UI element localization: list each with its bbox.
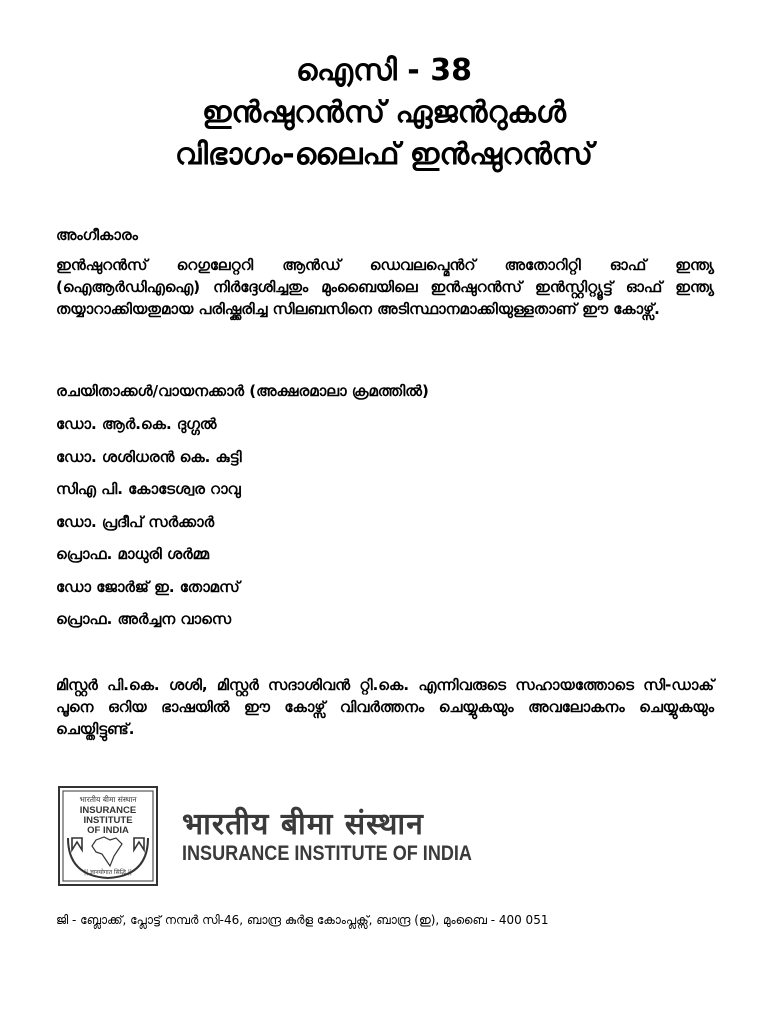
author-item: പ്രൊഫ. അർച്ചന വാസെ — [56, 610, 232, 628]
institute-address: ജി - ബ്ലോക്ക്, പ്ലോട്ട് നമ്പർ സി-46, ബാന്ദ്ര കുർള കോംപ്ലക്സ്, ബാന്ദ്ര (ഇ), മുംബൈ - 400 051 — [56, 913, 549, 927]
logo-motto: || ज्ञानयोगात सिद्धि || — [84, 869, 132, 876]
logo-line-3: OF INDIA — [87, 825, 129, 836]
logo-hindi-text: भारतीय बीमा संस्थान — [79, 795, 137, 804]
authors-list — [56, 410, 242, 638]
institute-logo — [56, 784, 160, 888]
logo-line-1: INSURANCE — [79, 805, 137, 816]
authors-heading: രചയിതാക്കൾ/വായനക്കാർ (അക്ഷരമാലാ ക്രമത്തിൽ) — [56, 382, 429, 400]
author-item: സിഎ പി. കോടേശ്വര റാവു — [56, 480, 241, 498]
course-code: ഐസി - 38 — [296, 53, 472, 88]
translation-paragraph: മിസ്റ്റർ പി.കെ. ശശി, മിസ്റ്റർ സദാശിവൻ റ്റി.കെ. എന്നിവരുടെ സഹായത്തോടെ സി-ഡാക് പൂനെ ഒറിയ ഭാഷയിൽ ഈ കോഴ്സ് വിവർത്തനം ചെയ്യുകയും അവലോകനം ചെയ്യുകയും ചെയ്തിട്ടുണ്ട്. — [56, 676, 714, 738]
author-item: ഡോ. പ്രദീപ് സർക്കാർ — [56, 512, 215, 531]
author-item: ഡോ. ആർ.കെ. ദുഗ്ഗൽ — [56, 415, 217, 433]
approval-paragraph: ഇൻഷുറൻസ് റെഗുലേറ്ററി ആൻഡ് ഡെവലപ്മെൻറ് അതോറിറ്റി ഓഫ് ഇന്ത്യ (ഐആർഡിഎഐ) നിർദ്ദേശിച്ചതും മുംബൈയിലെ ഇൻഷുറൻസ് ഇൻസ്റ്റിറ്റ്യൂട്ട് ഓഫ് ഇന്ത്യ തയ്യാറാക്കിയതുമായ പരിഷ്ക്കരിച്ച സിലബസിനെ അടിസ്ഥാനമാക്കിയുള്ളതാണ് ഈ കോഴ്സ്. — [56, 256, 714, 318]
author-item: പ്രൊഫ. മാധുരി ശർമ്മ — [56, 545, 210, 563]
logo-emblem-icon — [56, 784, 160, 888]
logo-line-2: INSTITUTE — [83, 815, 133, 826]
brand-name-hindi: भारतीय बीमा संस्थान — [182, 807, 424, 842]
brand-name-english: INSURANCE INSTITUTE OF INDIA — [182, 842, 472, 865]
course-title: ഇൻഷുറൻസ് ഏജൻറുകൾ — [201, 95, 567, 130]
document-title — [0, 50, 768, 176]
author-item: ഡോ ജോർജ് ഇ. തോമസ് — [56, 577, 240, 596]
approval-heading: അംഗീകാരം — [56, 226, 138, 244]
course-subtitle: വിഭാഗം-ലൈഫ് ഇൻഷുറൻസ് — [175, 137, 593, 172]
author-item: ഡോ. ശശിധരൻ കെ. കുട്ടി — [56, 447, 242, 466]
